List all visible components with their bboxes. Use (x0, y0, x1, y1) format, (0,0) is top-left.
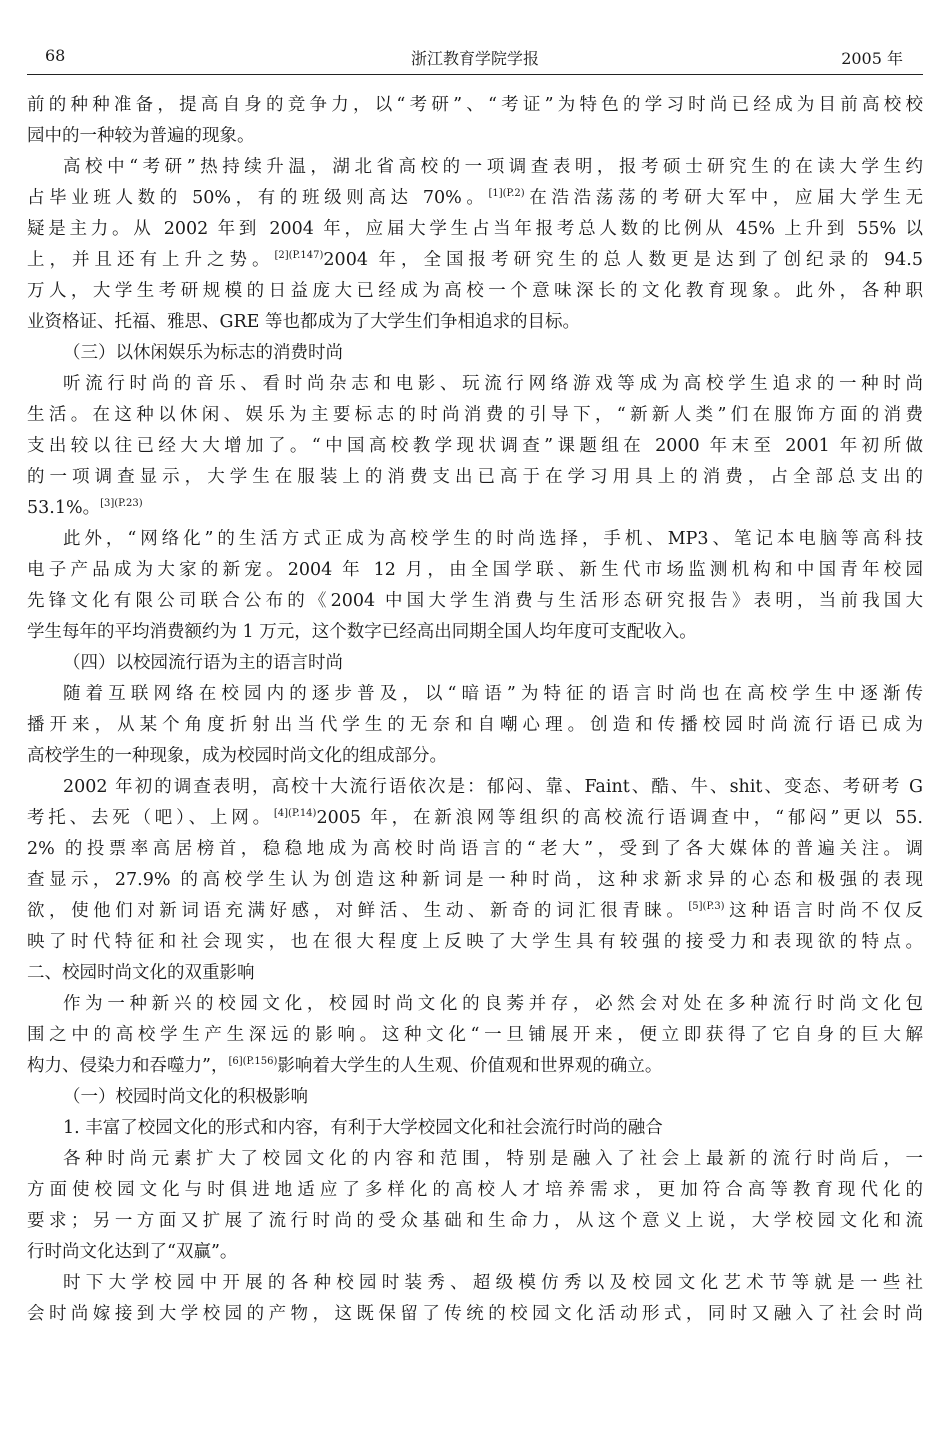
text-line: 2% 的投票率高居榜首，稳稳地成为高校时尚语言的“老大”，受到了各大媒体的普遍关注。调 (27, 839, 923, 859)
text-line: 的一项调查显示，大学生在服装上的消费支出已高于在学习用具上的消费，占全部总支出的 (27, 467, 923, 487)
text-line: 行时尚文化达到了“双赢”。 (27, 1242, 238, 1262)
text-line: 疑是主力。从 2002 年到 2004 年，应届大学生占当年报考总人数的比例从 45% 上升到 55% 以 (27, 219, 923, 239)
text-line: 欲，使他们对新词语充满好感，对鲜活、生动、新奇的词汇很青睐。$^{[5](P.3)}$这种语言时尚不仅反 (27, 901, 923, 921)
citation-ref: [1](P.2) (488, 188, 525, 199)
text-line: 2002 年初的调查表明，高校十大流行语依次是：郁闷、靠、Faint、酷、牛、shit、变态、考研考 G (63, 777, 923, 797)
text-line: 方面使校园文化与时俱进地适应了多样化的高校人才培养需求，更加符合高等教育现代化的 (27, 1180, 923, 1200)
text-line: 查显示，27.9% 的高校学生认为创造这种新词是一种时尚，这种求新求异的心态和极强的表现 (27, 870, 923, 890)
text-line: （三）以休闲娱乐为标志的消费时尚 (63, 343, 343, 363)
citation-ref: [2](P.147) (274, 250, 324, 261)
text-line: 先锋文化有限公司联合公布的《2004 中国大学生消费与生活形态研究报告》表明，当前我国大 (27, 591, 923, 611)
text-line: 各种时尚元素扩大了校园文化的内容和范围，特别是融入了社会上最新的流行时尚后，一 (63, 1149, 923, 1169)
text-line: 会时尚嫁接到大学校园的产物，这既保留了传统的校园文化活动形式，同时又融入了社会时尚 (27, 1304, 923, 1324)
text-line: 53.1%。$^{[3](P.23)}$ (27, 498, 143, 518)
text-line: 时下大学校园中开展的各种校园时装秀、超级模仿秀以及校园文化艺术节等就是一些社 (63, 1273, 923, 1293)
text-line: 电子产品成为大家的新宠。2004 年 12 月，由全国学联、新生代市场监测机构和中国青年校园 (27, 560, 923, 580)
text-line: 前的种种准备，提高自身的竞争力，以“考研”、“考证”为特色的学习时尚已经成为目前高校校 (27, 95, 923, 115)
text-line: 映了时代特征和社会现实，也在很大程度上反映了大学生具有较强的接受力和表现欲的特点。 (27, 932, 923, 952)
citation-ref: [5](P.3) (688, 901, 725, 912)
text-line: 作为一种新兴的校园文化，校园时尚文化的良莠并存，必然会对处在多种流行时尚文化包 (63, 994, 923, 1014)
text-line: 上，并且还有上升之势。$^{[2](P.147)}$2004 年，全国报考研究生的总人数更是达到了创纪录的 94.5 (27, 250, 923, 270)
text-line: 播开来，从某个角度折射出当代学生的无奈和自嘲心理。创造和传播校园时尚流行语已成为 (27, 715, 923, 735)
article-body (27, 90, 923, 1330)
text-line: 构力、侵染力和吞噬力”，$^{[6](P.156)}$影响着大学生的人生观、价值观和世界观的确立。 (27, 1056, 663, 1076)
text-line: 听流行时尚的音乐、看时尚杂志和电影、玩流行网络游戏等成为高校学生追求的一种时尚 (63, 374, 923, 394)
text-line: 支出较以往已经大大增加了。“中国高校教学现状调查”课题组在 2000 年末至 2001 年初所做 (27, 436, 923, 456)
text-line: 考托、去死（吧）、上网。$^{[4](P.14)}$2005 年，在新浪网等组织的高校流行语调查中，“郁闷”更以 55. (27, 808, 923, 828)
text-line: 生活。在这种以休闲、娱乐为主要标志的时尚消费的引导下，“新新人类”们在服饰方面的消费 (27, 405, 923, 425)
text-line: 万人，大学生考研规模的日益庞大已经成为高校一个意味深长的文化教育现象。此外，各种职 (27, 281, 923, 301)
page-number: 68 (45, 46, 66, 65)
publication-year: 2005 年 (841, 49, 903, 68)
text-line: 要求；另一方面又扩展了流行时尚的受众基础和生命力，从这个意义上说，大学校园文化和流 (27, 1211, 923, 1231)
text-line: 高校中“考研”热持续升温，湖北省高校的一项调查表明，报考硕士研究生的在读大学生约 (63, 157, 923, 177)
text-line: （一）校园时尚文化的积极影响 (63, 1087, 308, 1107)
text-line: 随着互联网络在校园内的逐步普及，以“暗语”为特征的语言时尚也在高校学生中逐渐传 (63, 684, 923, 704)
text-line: 此外，“网络化”的生活方式正成为高校学生的时尚选择，手机、MP3、笔记本电脑等高科技 (63, 529, 923, 549)
text-line: 占毕业班人数的 50%，有的班级则高达 70%。$^{[1](P.2)}$在浩浩荡荡的考研大军中，应届大学生无 (27, 188, 923, 208)
page-header (27, 42, 923, 75)
citation-ref: [6](P.156) (228, 1056, 278, 1067)
text-line: 业资格证、托福、雅思、GRE 等也都成为了大学生们争相追求的目标。 (27, 312, 580, 332)
text-line: 围之中的高校学生产生深远的影响。这种文化“一旦铺展开来，便立即获得了它自身的巨大解 (27, 1025, 923, 1045)
text-line: 园中的一种较为普遍的现象。 (27, 126, 255, 146)
text-line: （四）以校园流行语为主的语言时尚 (63, 653, 343, 673)
text-line: 高校学生的一种现象，成为校园时尚文化的组成部分。 (27, 746, 447, 766)
citation-ref: [4](P.14) (273, 808, 317, 819)
text-line: 1. 丰富了校园文化的形式和内容，有利于大学校园文化和社会流行时尚的融合 (63, 1118, 663, 1138)
journal-title: 浙江教育学院学报 (410, 49, 539, 68)
citation-ref: [3](P.23) (100, 498, 143, 509)
text-line: 学生每年的平均消费额约为 1 万元，这个数字已经高出同期全国人均年度可支配收入。 (27, 622, 697, 642)
text-line: 二、校园时尚文化的双重影响 (27, 963, 255, 983)
